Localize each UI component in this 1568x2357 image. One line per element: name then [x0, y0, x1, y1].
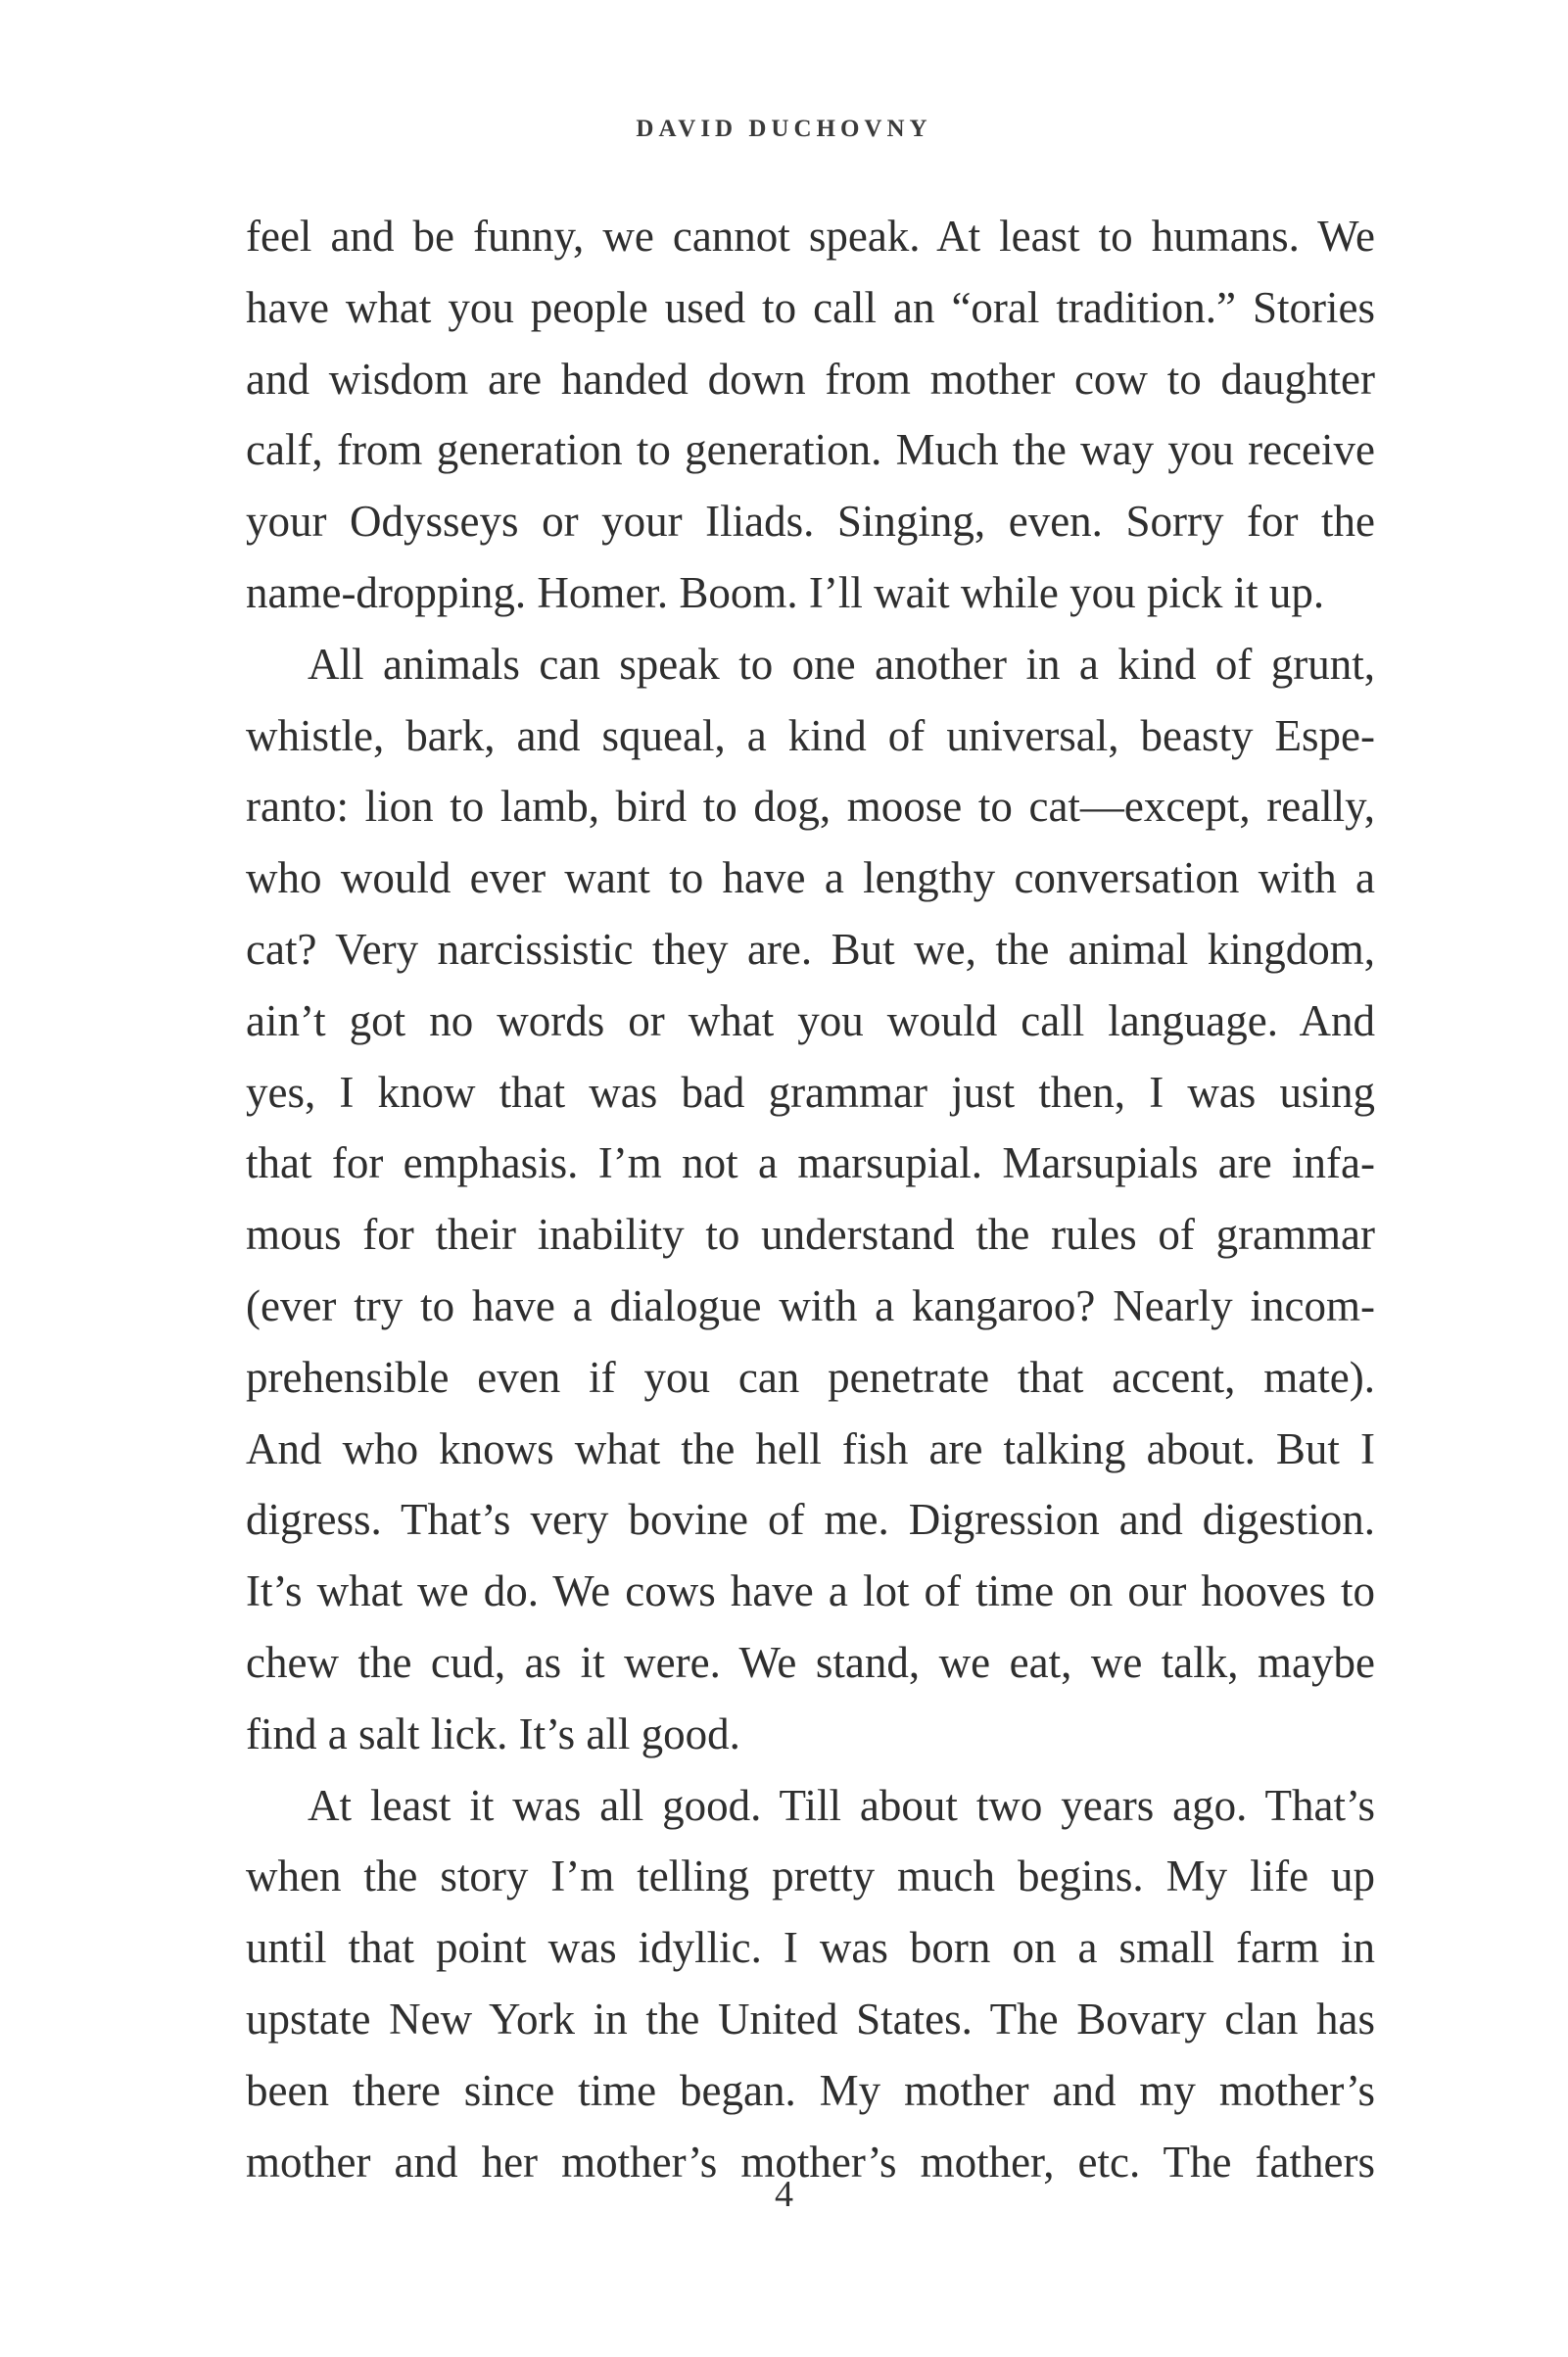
running-head: DAVID DUCHOVNY [636, 116, 932, 142]
text-line: and wisdom are handed down from mother cow to daughter [246, 354, 1375, 404]
text-line: (ever try to have a dialogue with a kangaroo? Nearly incom- [246, 1280, 1375, 1330]
text-line: And who knows what the hell fish are talking about. But I [246, 1423, 1375, 1473]
body-text [246, 201, 1375, 2197]
text-line: who would ever want to have a lengthy conversation with a [246, 853, 1375, 903]
text-line: prehensible even if you can penetrate that accent, mate). [246, 1352, 1375, 1402]
text-line: mother and her mother’s mother’s mother, etc. The fathers [246, 2137, 1375, 2187]
text-line: chew the cud, as it were. We stand, we eat, we talk, maybe [246, 1637, 1375, 1687]
text-line: mous for their inability to understand the rules of grammar [246, 1210, 1375, 1260]
text-line: been there since time began. My mother and my mother’s [246, 2065, 1375, 2115]
text-line: All animals can speak to one another in a kind of grunt, [308, 639, 1375, 689]
text-line: name-dropping. Homer. Boom. I’ll wait while you pick it up. [246, 567, 1325, 617]
text-line: At least it was all good. Till about two years ago. That’s [308, 1780, 1375, 1830]
text-line: whistle, bark, and squeal, a kind of universal, beasty Espe- [246, 710, 1375, 760]
text-line: digress. That’s very bovine of me. Digression and digestion. [246, 1495, 1375, 1545]
text-line: find a salt lick. It’s all good. [246, 1708, 740, 1758]
text-line: your Odysseys or your Iliads. Singing, even. Sorry for the [246, 497, 1375, 547]
text-line: yes, I know that was bad grammar just then, I was using [246, 1067, 1375, 1117]
text-line: ain’t got no words or what you would call language. And [246, 995, 1375, 1045]
page-number: 4 [775, 2174, 793, 2215]
text-line: feel and be funny, we cannot speak. At least to humans. We [246, 212, 1375, 261]
text-line: calf, from generation to generation. Much the way you receive [246, 425, 1375, 475]
text-line: ranto: lion to lamb, bird to dog, moose to cat—except, really, [246, 782, 1375, 832]
text-line: upstate New York in the United States. The Bovary clan has [246, 1994, 1375, 2044]
text-line: that for emphasis. I’m not a marsupial. Marsupials are infa- [246, 1138, 1375, 1188]
text-line: when the story I’m telling pretty much begins. My life up [246, 1852, 1375, 1901]
text-line: have what you people used to call an “oral tradition.” Stories [246, 282, 1375, 332]
text-line: cat? Very narcissistic they are. But we, the animal kingdom, [246, 924, 1375, 974]
text-line: until that point was idyllic. I was born on a small farm in [246, 1923, 1375, 1973]
text-line: It’s what we do. We cows have a lot of time on our hooves to [246, 1566, 1375, 1616]
